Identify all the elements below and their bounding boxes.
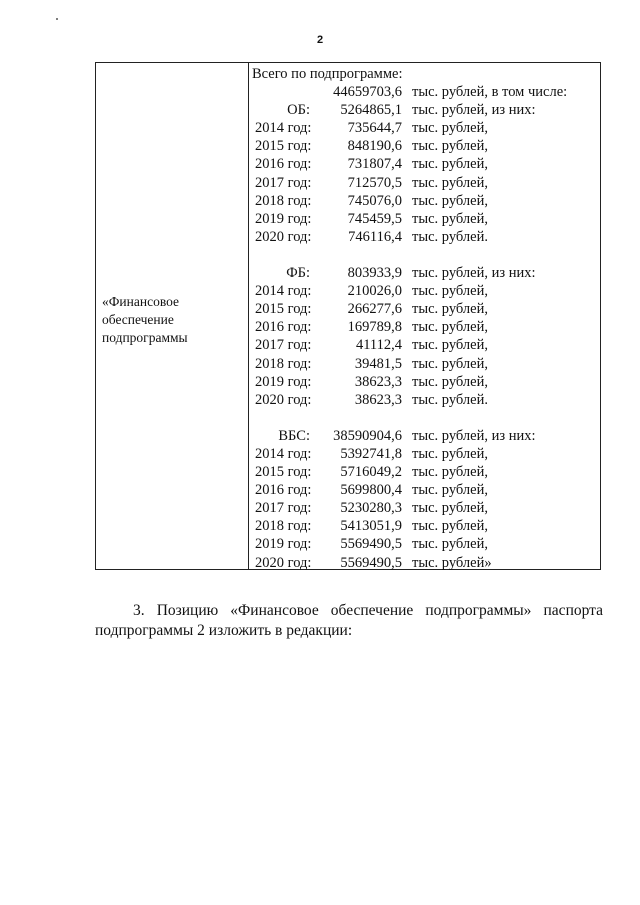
year-unit: тыс. рублей, <box>412 138 488 155</box>
year-amount: 266277,6 <box>347 301 402 318</box>
year-row <box>252 392 597 410</box>
total-unit: тыс. рублей, в том числе: <box>412 84 568 101</box>
year-amount: 5230280,3 <box>340 500 402 517</box>
year-label: 2014 год: <box>255 445 312 462</box>
year-label: 2015 год: <box>255 464 312 481</box>
group-amount: 38590904,6 <box>333 427 402 444</box>
year-unit: тыс. рублей. <box>412 391 488 408</box>
year-amount: 41112,4 <box>355 337 402 354</box>
group-spacer <box>252 247 597 265</box>
financing-label: «Финансовое обеспечение подпрограммы <box>102 294 188 345</box>
year-label: 2019 год: <box>255 373 312 390</box>
year-label: 2019 год: <box>255 210 312 227</box>
year-amount: 731807,4 <box>347 156 402 173</box>
financing-table <box>95 62 601 570</box>
year-row <box>252 500 597 518</box>
column-divider <box>248 63 249 569</box>
year-unit: тыс. рублей, <box>412 120 488 137</box>
year-amount: 848190,6 <box>347 138 402 155</box>
year-label: 2016 год: <box>255 156 312 173</box>
year-unit: тыс. рублей, <box>412 464 488 481</box>
year-amount: 39481,5 <box>354 355 402 372</box>
year-label: 2014 год: <box>255 120 312 137</box>
year-amount: 5699800,4 <box>340 482 402 499</box>
year-amount: 5413051,9 <box>340 518 402 535</box>
year-unit: тыс. рублей, <box>412 210 488 227</box>
year-unit: тыс. рублей, <box>412 536 488 553</box>
year-amount: 169789,8 <box>347 319 402 336</box>
year-row <box>252 356 597 374</box>
year-label: 2014 год: <box>255 283 312 300</box>
group-amount: 803933,9 <box>347 265 402 282</box>
year-unit: тыс. рублей, <box>412 283 488 300</box>
year-amount: 5392741,8 <box>340 445 402 462</box>
year-label: 2017 год: <box>255 337 312 354</box>
year-amount: 38623,3 <box>354 391 402 408</box>
year-unit: тыс. рублей, <box>412 500 488 517</box>
group-spacer <box>252 410 597 428</box>
year-label: 2020 год: <box>255 391 312 408</box>
year-row <box>252 193 597 211</box>
year-row <box>252 518 597 536</box>
total-header-line <box>252 66 597 84</box>
year-amount: 746116,4 <box>348 228 402 245</box>
year-unit: тыс. рублей, <box>412 174 488 191</box>
year-row <box>252 301 597 319</box>
year-row <box>252 283 597 301</box>
group-unit: тыс. рублей, из них: <box>412 102 536 119</box>
year-row <box>252 229 597 247</box>
year-row <box>252 337 597 355</box>
page-number: 2 <box>316 34 324 46</box>
year-row <box>252 374 597 392</box>
total-amount: 44659703,6 <box>333 84 402 101</box>
year-amount: 5716049,2 <box>340 464 402 481</box>
group-unit: тыс. рублей, из них: <box>412 265 536 282</box>
total-amount-line <box>252 84 597 102</box>
year-unit: тыс. рублей. <box>412 228 488 245</box>
year-unit: тыс. рублей, <box>412 319 488 336</box>
year-label: 2020 год: <box>255 554 312 571</box>
year-amount: 735644,7 <box>347 120 402 137</box>
year-unit: тыс. рублей, <box>412 192 488 209</box>
year-label: 2018 год: <box>255 355 312 372</box>
year-amount: 712570,5 <box>347 174 402 191</box>
paragraph-text: 3. Позицию «Финансовое обеспечение подпрограммы» паспорта подпрограммы 2 изложить в редакции: <box>95 602 603 639</box>
year-amount: 5569490,5 <box>340 536 402 553</box>
year-row <box>252 482 597 500</box>
year-unit: тыс. рублей, <box>412 373 488 390</box>
year-row <box>252 156 597 174</box>
year-label: 2020 год: <box>255 228 312 245</box>
year-amount: 38623,3 <box>354 373 402 390</box>
year-label: 2015 год: <box>255 138 312 155</box>
group-amount: 5264865,1 <box>340 102 402 119</box>
year-label: 2015 год: <box>255 301 312 318</box>
year-unit: тыс. рублей, <box>412 482 488 499</box>
year-unit: тыс. рублей, <box>412 156 488 173</box>
year-label: 2017 год: <box>255 500 312 517</box>
group-code: ФБ: <box>286 265 310 282</box>
group-header-vbs <box>252 428 597 446</box>
year-label: 2016 год: <box>255 482 312 499</box>
group-header-ob <box>252 102 597 120</box>
year-row <box>252 536 597 554</box>
year-amount: 5569490,5 <box>340 554 402 571</box>
year-row <box>252 138 597 156</box>
year-amount: 745076,0 <box>347 192 402 209</box>
group-code: ВБС: <box>278 427 310 444</box>
group-code: ОБ: <box>287 102 310 119</box>
year-row <box>252 175 597 193</box>
year-unit: тыс. рублей, <box>412 301 488 318</box>
scan-speck <box>56 18 58 20</box>
year-unit: тыс. рублей» <box>412 554 492 571</box>
year-amount: 745459,5 <box>347 210 402 227</box>
year-row <box>252 319 597 337</box>
year-row <box>252 464 597 482</box>
year-row <box>252 555 597 573</box>
year-label: 2017 год: <box>255 174 312 191</box>
year-row <box>252 211 597 229</box>
group-unit: тыс. рублей, из них: <box>412 427 536 444</box>
year-unit: тыс. рублей, <box>412 445 488 462</box>
year-row <box>252 446 597 464</box>
year-row <box>252 120 597 138</box>
instruction-paragraph <box>95 601 603 641</box>
year-label: 2018 год: <box>255 192 312 209</box>
year-unit: тыс. рублей, <box>412 518 488 535</box>
year-label: 2019 год: <box>255 536 312 553</box>
group-header-fb <box>252 265 597 283</box>
year-label: 2016 год: <box>255 319 312 336</box>
year-unit: тыс. рублей, <box>412 337 488 354</box>
financing-details <box>252 66 597 573</box>
year-label: 2018 год: <box>255 518 312 535</box>
year-amount: 210026,0 <box>347 283 402 300</box>
total-header: Всего по подпрограмме: <box>252 66 403 82</box>
year-unit: тыс. рублей, <box>412 355 488 372</box>
